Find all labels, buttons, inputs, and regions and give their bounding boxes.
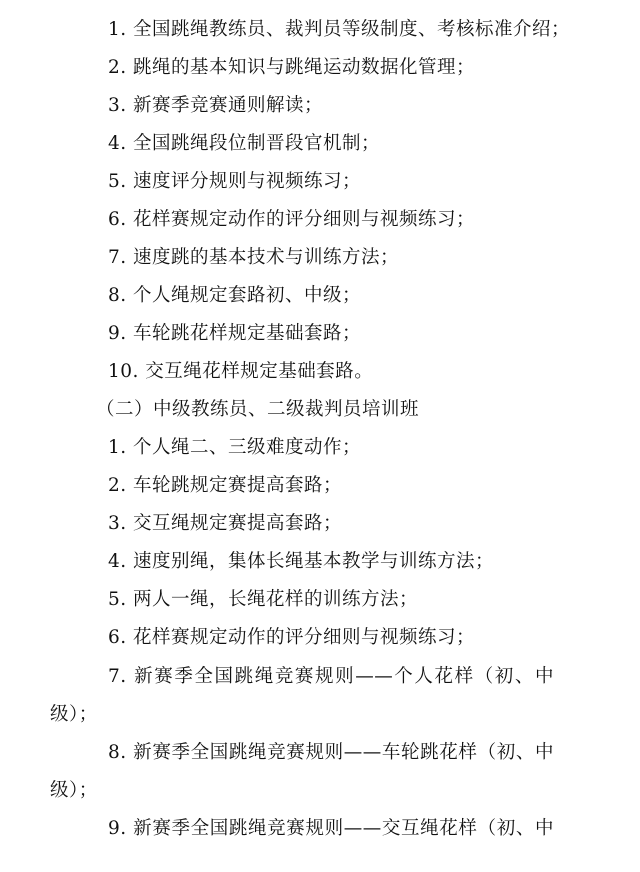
list-item: 7. 速度跳的基本技术与训练方法； [108,247,400,268]
list-item: 3. 交互绳规定赛提高套路； [108,513,343,534]
list-item: 6. 花样赛规定动作的评分细则与视频练习； [108,209,476,230]
list-item: 9. 新赛季全国跳绳竞赛规则——交互绳花样（初、中 [108,818,554,839]
list-item: 2. 车轮跳规定赛提高套路； [108,475,343,496]
list-item: 10. 交互绳花样规定基础套路。 [108,361,374,382]
list-item: 2. 跳绳的基本知识与跳绳运动数据化管理； [108,57,476,78]
list-item-continuation: 级）； [50,780,98,801]
list-item: 3. 新赛季竞赛通则解读； [108,95,324,116]
list-item: 8. 新赛季全国跳绳竞赛规则——车轮跳花样（初、中 [108,742,554,763]
list-item-continuation: 级）； [50,704,98,725]
list-item: 5. 两人一绳，长绳花样的训练方法； [108,589,419,610]
list-item: 6. 花样赛规定动作的评分细则与视频练习； [108,627,476,648]
list-item: 8. 个人绳规定套路初、中级； [108,285,362,306]
list-item: 4. 速度别绳，集体长绳基本教学与训练方法； [108,551,495,572]
list-item: 7. 新赛季全国跳绳竞赛规则——个人花样（初、中 [108,666,554,687]
section-heading: （二）中级教练员、二级裁判员培训班 [96,399,420,420]
list-item: 1. 个人绳二、三级难度动作； [108,437,362,458]
list-item: 1. 全国跳绳教练员、裁判员等级制度、考核标准介绍； [108,19,571,40]
list-item: 4. 全国跳绳段位制晋段官机制； [108,133,381,154]
list-item: 9. 车轮跳花样规定基础套路； [108,323,362,344]
list-item: 5. 速度评分规则与视频练习； [108,171,362,192]
